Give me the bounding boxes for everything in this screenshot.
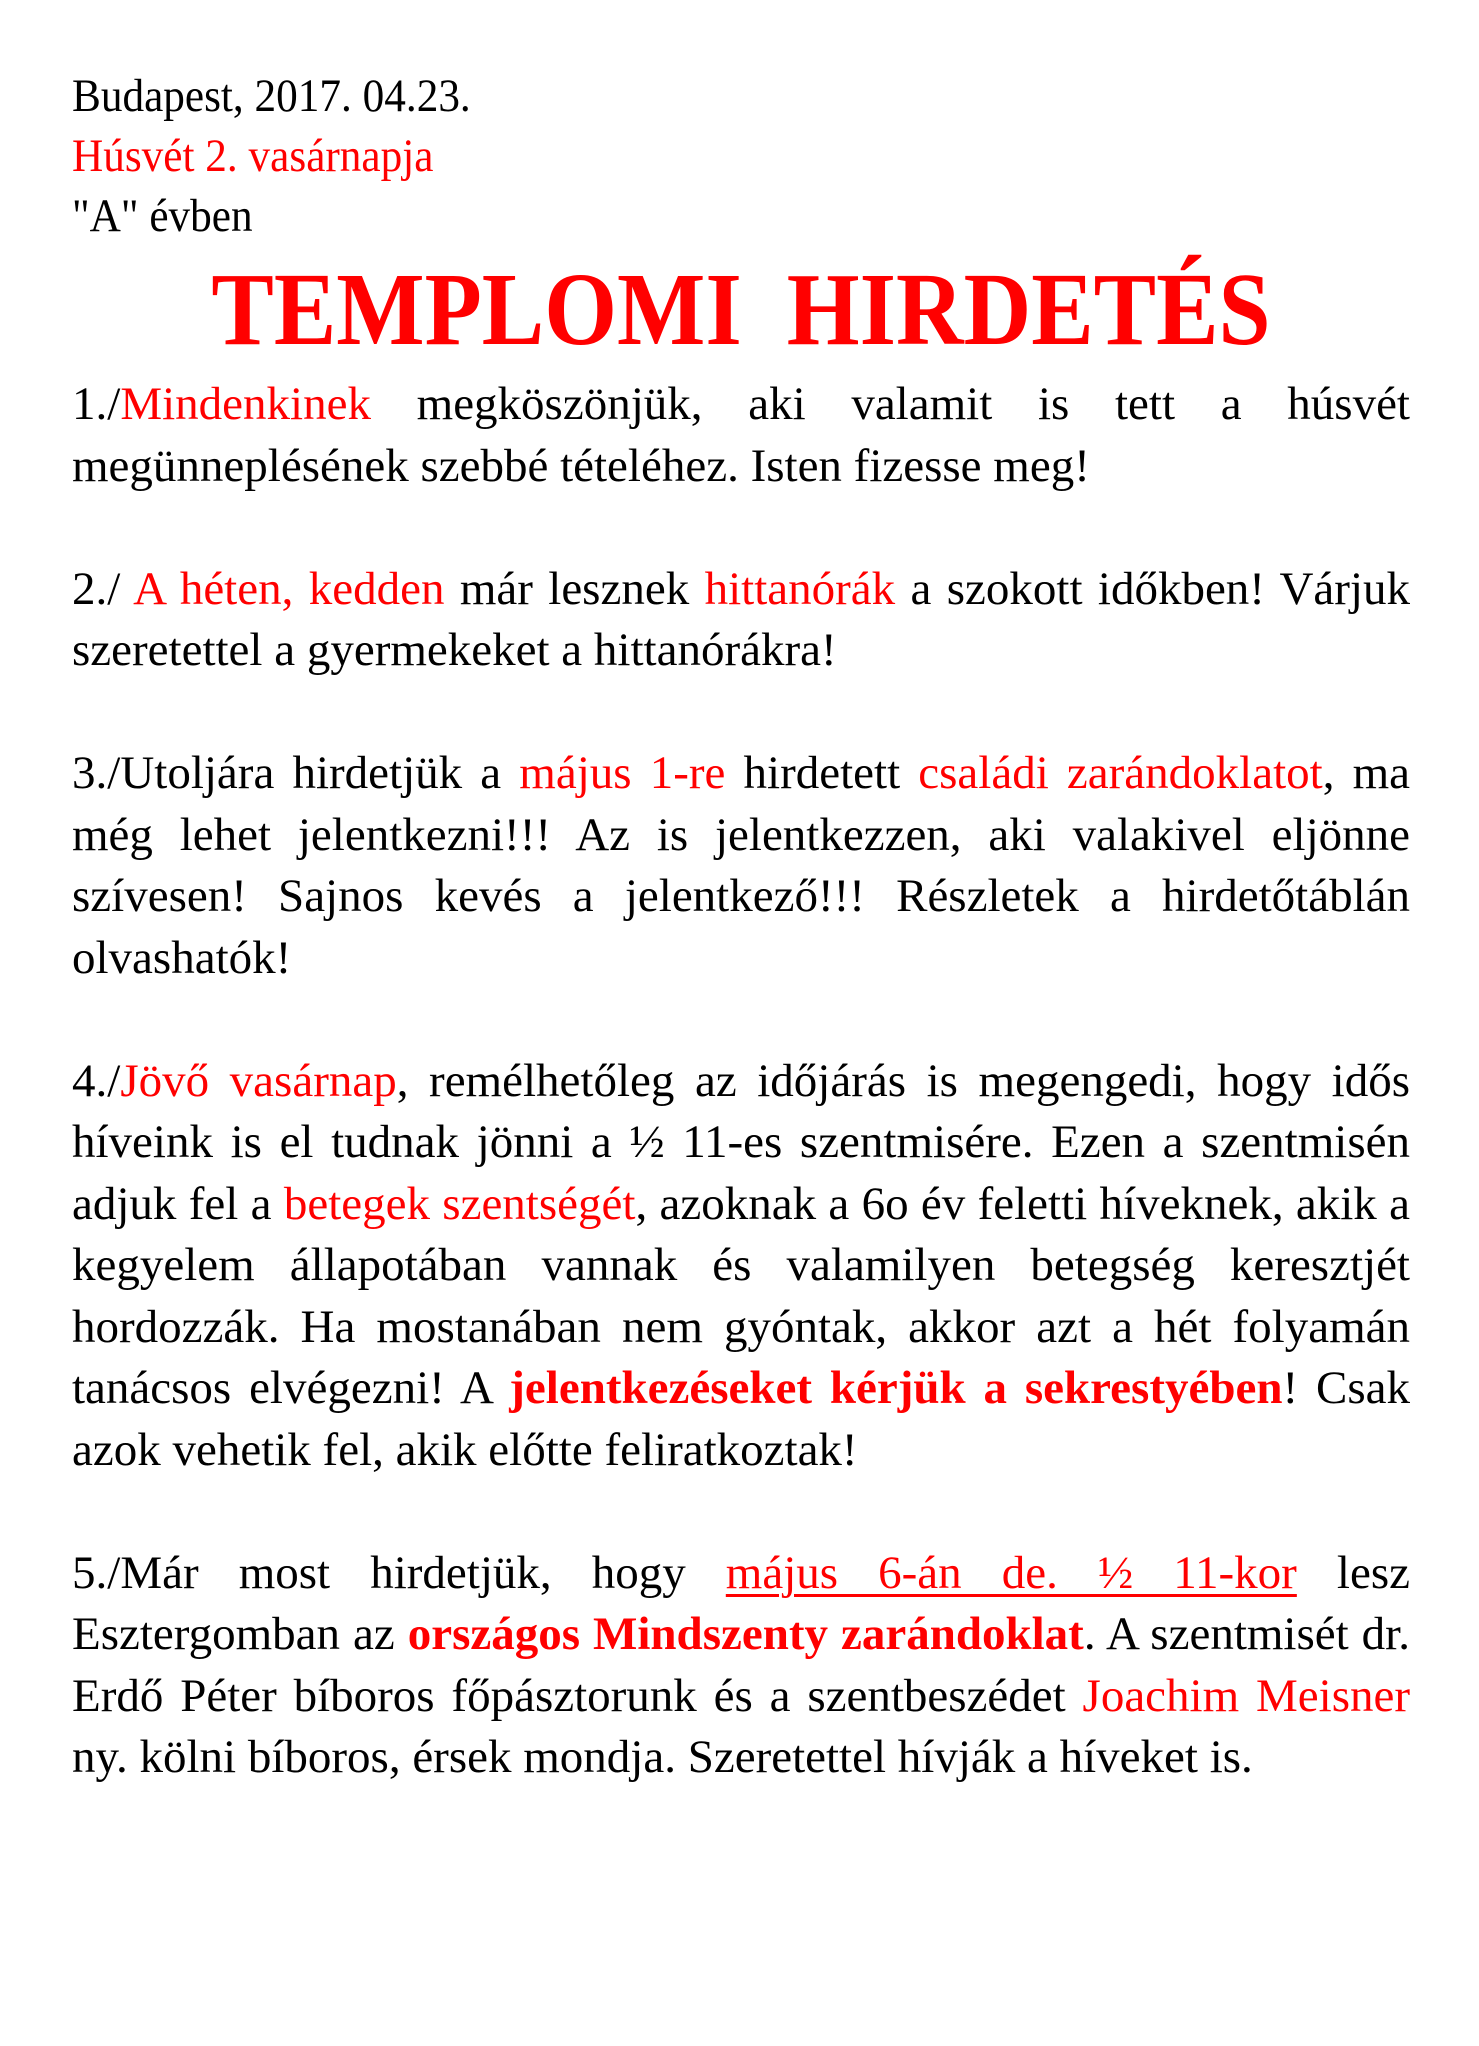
item-text: . A szentmisét dr. Erdő Péter bíboros főpásztorunk és a szentbeszédet [72, 1608, 1410, 1722]
item-number: 1./ [72, 378, 121, 430]
highlighted-text: betegek szentségét [283, 1177, 636, 1230]
item-text: , ma még lehet jelentkezni!!! Az is jelentkezzen, aki valakivel eljönne szívesen! Sajnos kevés a jelentkező!!! Részletek a hirdetőtáblán olvashatók! [72, 747, 1411, 984]
highlighted-text: május 6-án de. ½ 11-kor [725, 1546, 1297, 1599]
item-text: ny. kölni bíboros, érsek mondja. Szeretettel hívják a híveket is. [72, 1731, 1253, 1783]
announcement-item [72, 374, 1410, 497]
item-text: ! Csak azok vehetik fel, akik előtte feliratkoztak! [72, 1362, 1410, 1476]
date-line: Budapest, 2017. 04.23. [72, 70, 471, 122]
announcement-item [72, 559, 1410, 682]
announcement-page [72, 66, 1410, 1789]
highlighted-text: A héten, kedden [133, 562, 445, 615]
highlighted-text: május 1-re [519, 747, 726, 799]
item-text: megköszönjük, aki valamit is tett a húsvét megünneplésének szebbé tételéhez. Isten fizesse meg! [72, 378, 1410, 492]
highlighted-text: Joachim Meisner [1082, 1669, 1411, 1722]
highlighted-text: Mindenkinek [120, 378, 371, 430]
item-text: , azoknak a 6o év feletti híveknek, akik a kegyelem állapotában vannak és valamilyen betegség keresztjét hordozzák. Ha mostanában nem gyóntak, akkor azt a hét folyamán tanácsos elvégezni! A [72, 1177, 1410, 1414]
highlighted-text: családi zarándoklatot [918, 747, 1323, 799]
item-text: Utoljára hirdetjük a [120, 747, 520, 799]
item-text: már lesznek [444, 562, 705, 615]
item-number: 2./ [72, 562, 134, 615]
item-text: hirdetett [725, 747, 919, 799]
highlighted-text: országos Mindszenty zarándoklat [407, 1608, 1084, 1660]
page-title: TEMPLOMI HIRDETÉS [211, 252, 1271, 367]
item-text: lesz Esztergomban az [72, 1546, 1410, 1660]
liturgical-day: Húsvét 2. vasárnapja [72, 130, 434, 182]
highlighted-text: jelentkezéseket kérjük a sekrestyében [509, 1362, 1283, 1414]
highlighted-text: hittanórák [704, 562, 896, 615]
item-number: 5./ [72, 1546, 121, 1599]
item-number: 3./ [72, 747, 121, 799]
highlighted-text: Jövő vasárnap [120, 1054, 397, 1107]
announcement-item [72, 743, 1410, 989]
item-number: 4./ [72, 1054, 121, 1107]
year-cycle: "A" évben [72, 190, 253, 242]
announcement-item [72, 1543, 1410, 1789]
item-text: a szokott időkben! Várjuk szeretettel a gyermekeket a hittanórákra! [72, 562, 1410, 676]
announcement-item [72, 1051, 1410, 1482]
item-text: Már most hirdetjük, hogy [120, 1546, 726, 1599]
announcement-list [72, 374, 1410, 1789]
item-text: , remélhetőleg az időjárás is megengedi, hogy idős híveink is el tudnak jönni a ½ 11-es szentmisére. Ezen a szentmisén adjuk fel a [72, 1054, 1410, 1230]
